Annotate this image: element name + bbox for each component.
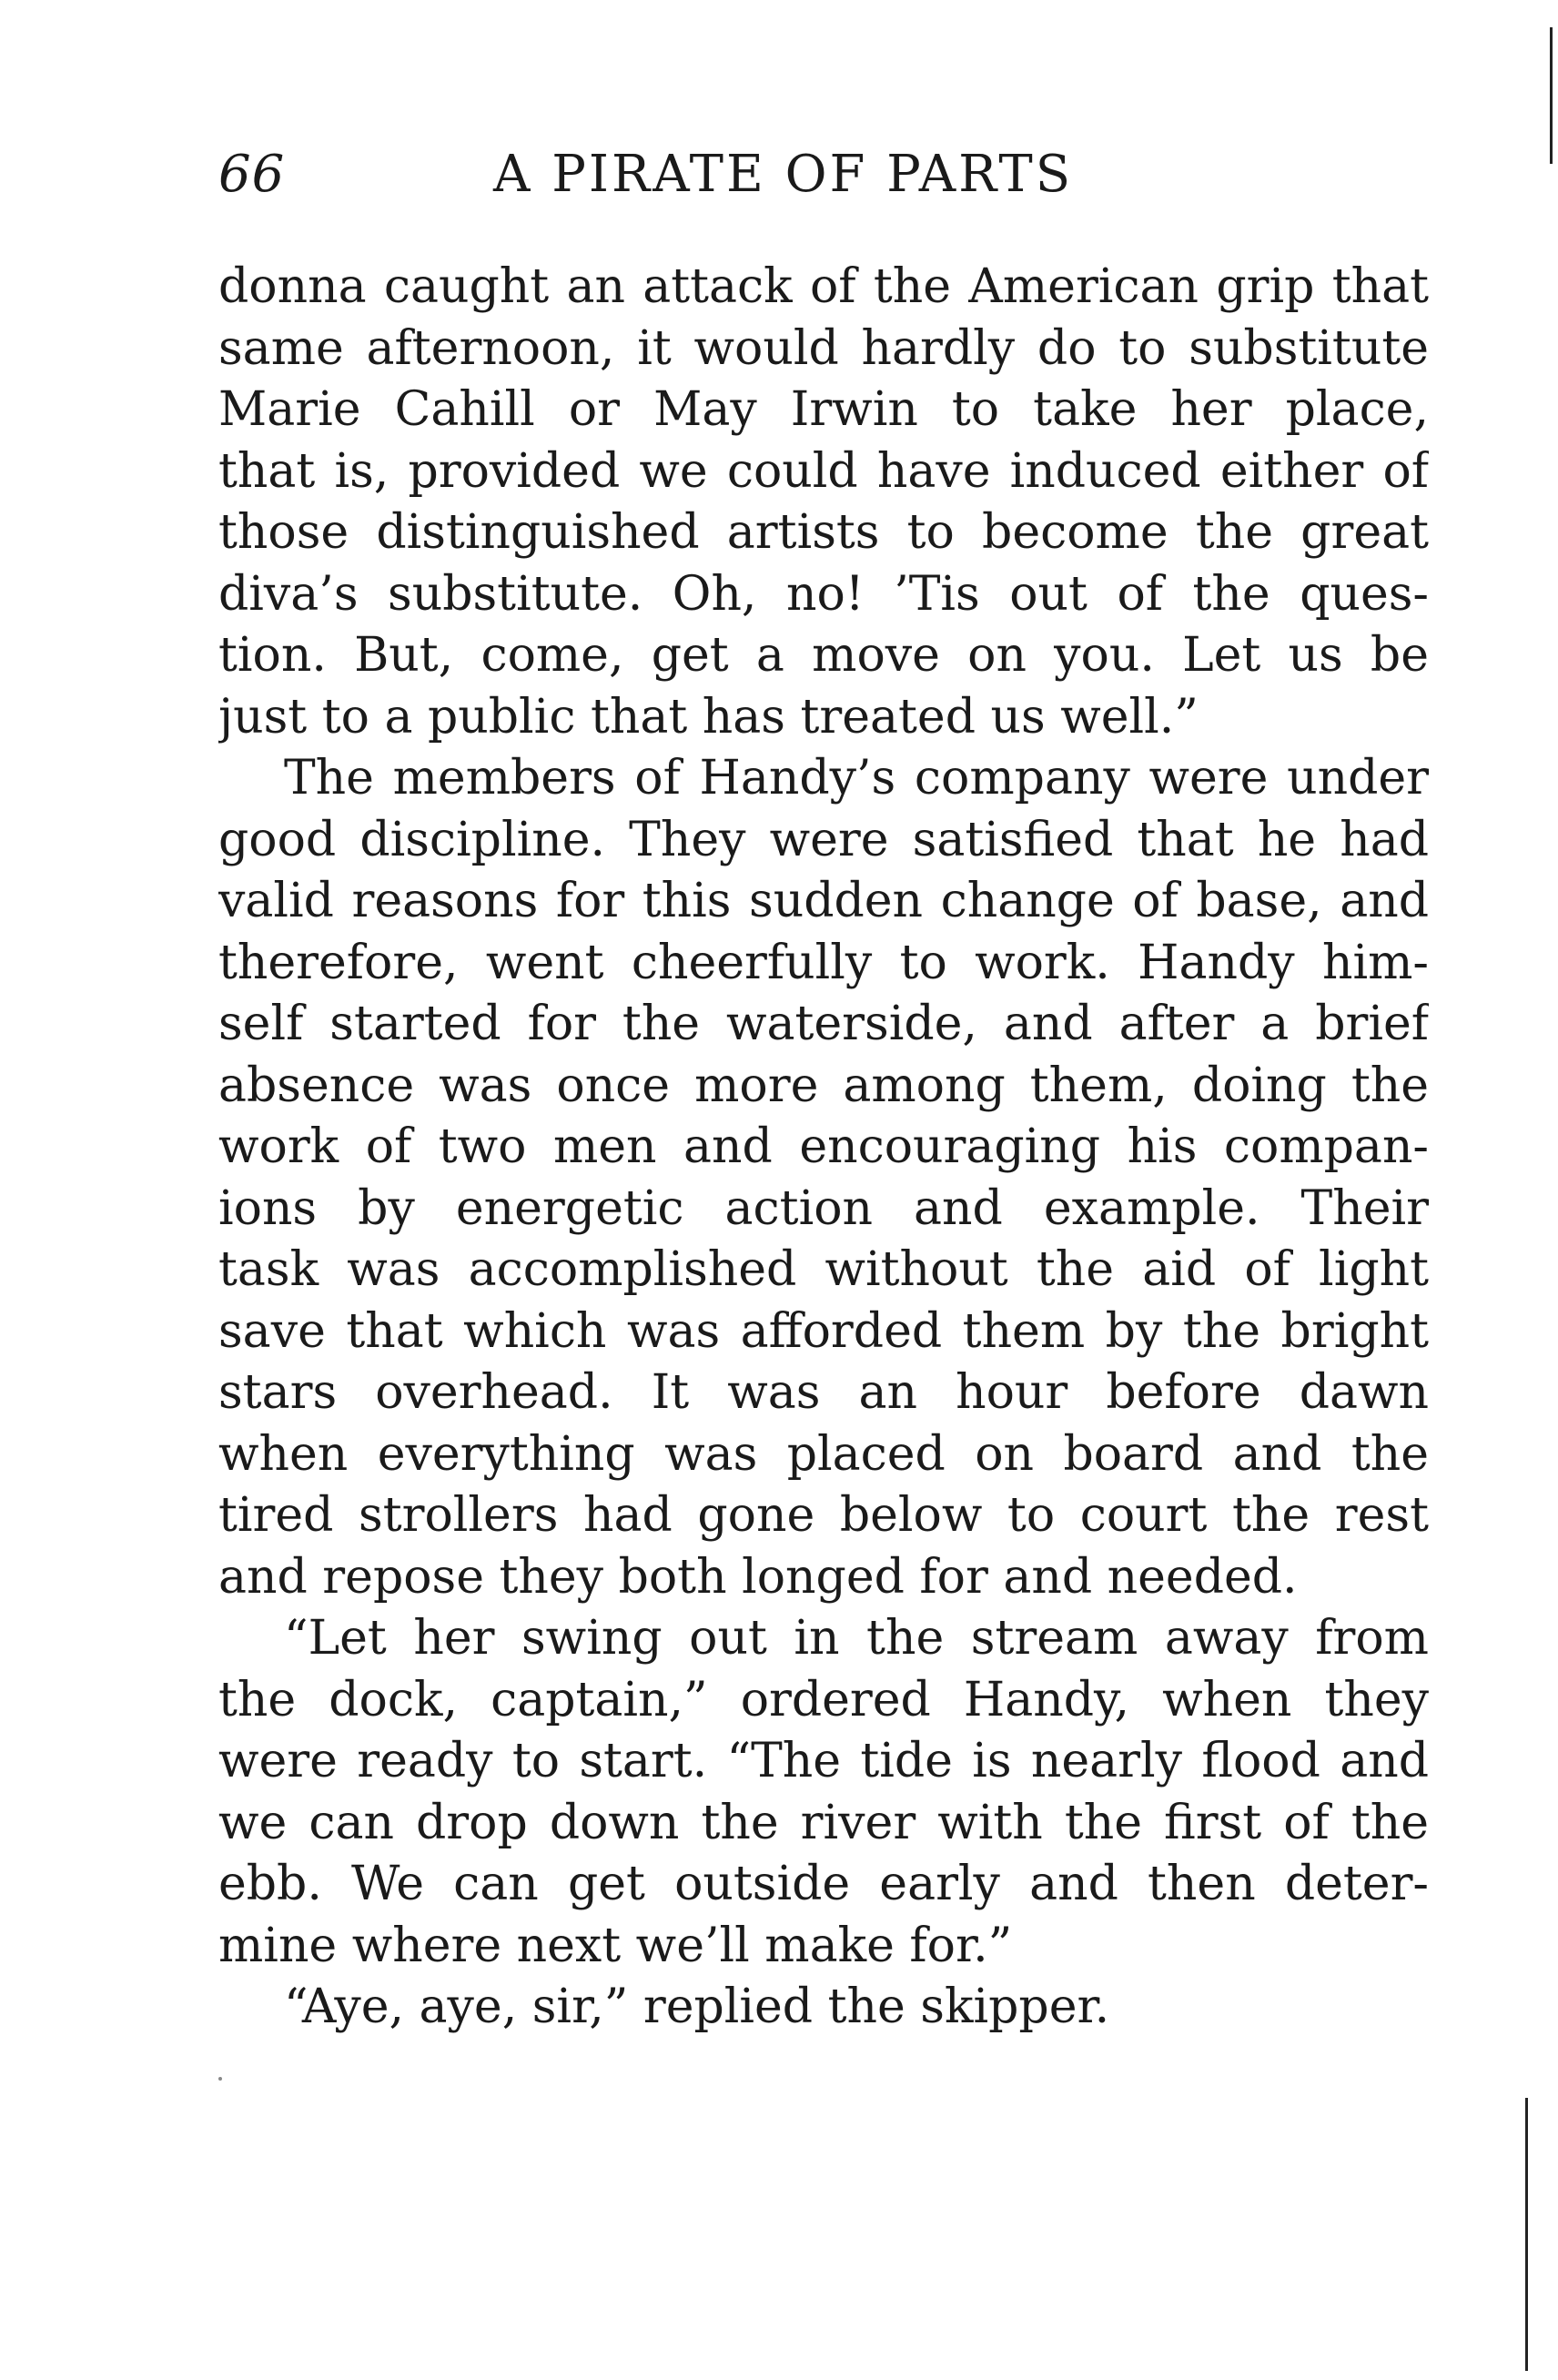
text-line: were ready to start. “The tide is nearly flood and: [218, 1734, 1429, 1788]
text-line: diva’s substitute. Oh, no! ’Tis out of the ques-: [218, 566, 1429, 622]
text-line: that is, provided we could have induced either of: [218, 443, 1429, 499]
text-line: valid reasons for this sudden change of base, and: [218, 874, 1429, 928]
text-line: the dock, captain,” ordered Handy, when they: [218, 1672, 1429, 1727]
text-line: work of two men and encouraging his compan-: [218, 1119, 1429, 1174]
text-line: absence was once more among them, doing the: [218, 1058, 1429, 1113]
text-line: The members of Handy’s company were under: [284, 751, 1429, 805]
book-title: A PIRATE OF PARTS: [493, 145, 1074, 204]
text-line: tion. But, come, get a move on you. Let us be: [218, 628, 1429, 683]
text-line: mine where next we’ll make for.”: [218, 1918, 1013, 1973]
scan-edge-line: [1550, 27, 1553, 164]
body-text: [218, 257, 1429, 2039]
text-line: we can drop down the river with the first of the: [218, 1795, 1429, 1850]
text-line: ebb. We can get outside early and then deter-: [218, 1857, 1429, 1911]
text-line: “Let her swing out in the stream away from: [284, 1611, 1429, 1666]
text-line: Marie Cahill or May Irwin to take her place,: [218, 382, 1429, 437]
text-line: save that which was afforded them by the bright: [218, 1303, 1429, 1359]
scan-speck: [218, 2077, 222, 2081]
text-line: “Aye, aye, sir,” replied the skipper.: [284, 1980, 1110, 2034]
text-line: and repose they both longed for and needed.: [218, 1549, 1298, 1605]
page-number: 66: [218, 145, 286, 204]
text-line: tired strollers had gone below to court the rest: [218, 1488, 1429, 1543]
text-line: ions by energetic action and example. Their: [218, 1180, 1429, 1236]
text-line: donna caught an attack of the American grip that: [218, 259, 1429, 314]
text-line: self started for the waterside, and after a brief: [218, 997, 1429, 1051]
text-line: those distinguished artists to become the great: [218, 505, 1429, 560]
text-line: when everything was placed on board and the: [218, 1426, 1429, 1482]
text-line: just to a public that has treated us well.”: [218, 689, 1199, 744]
text-line: task was accomplished without the aid of light: [218, 1242, 1429, 1297]
text-line: stars overhead. It was an hour before dawn: [218, 1365, 1429, 1420]
text-line: therefore, went cheerfully to work. Handy him-: [218, 935, 1429, 990]
text-line: same afternoon, it would hardly do to substitute: [218, 320, 1429, 376]
text-line: good discipline. They were satisfied that he had: [218, 812, 1429, 867]
scan-edge-line: [1525, 2098, 1528, 2371]
running-head: [218, 138, 1429, 211]
